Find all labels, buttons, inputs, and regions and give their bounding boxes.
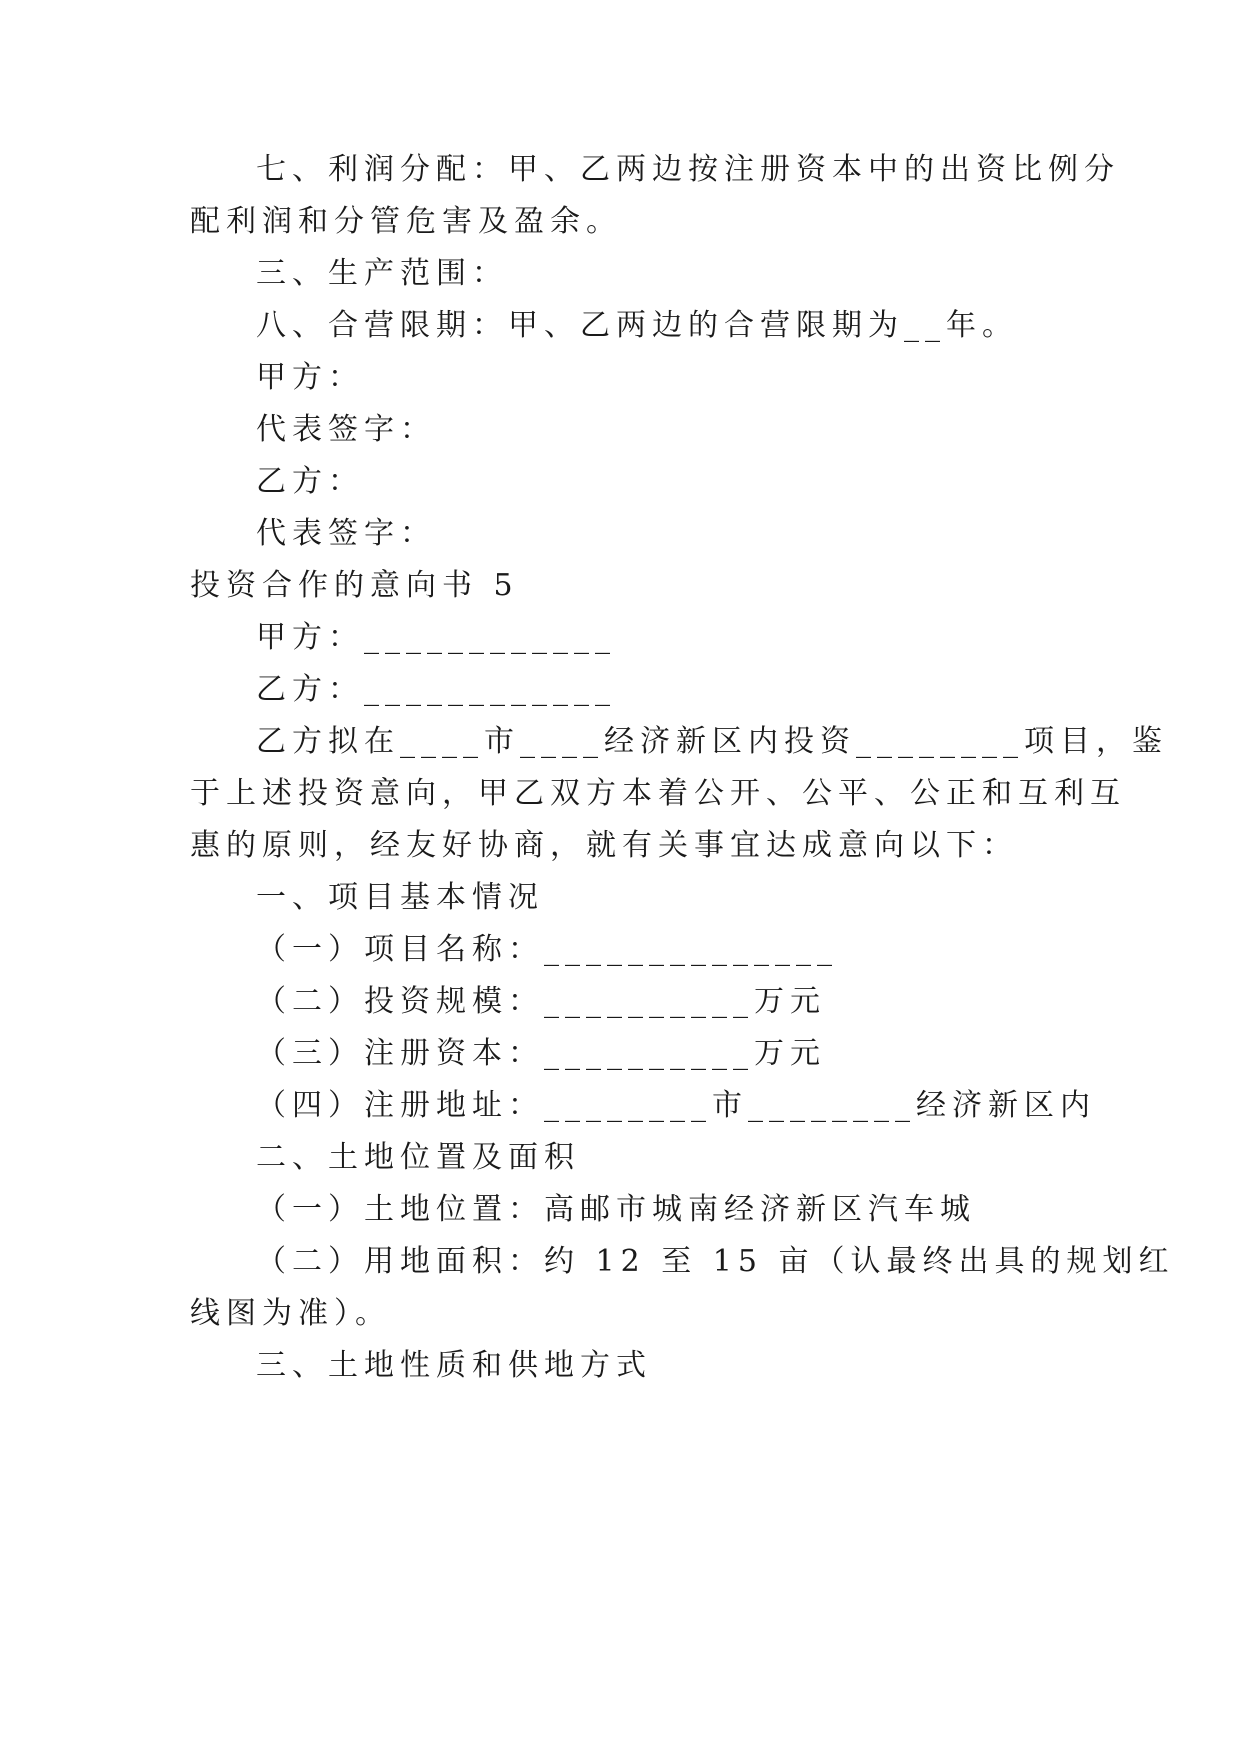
paragraph-line: 配利润和分管危害及盈余。: [190, 204, 622, 239]
paragraph-line: （三）注册资本：__________万元: [256, 1036, 826, 1071]
paragraph-line: （一）土地位置：高邮市城南经济新区汽车城: [256, 1192, 976, 1227]
paragraph-line: 惠的原则，经友好协商，就有关事宜达成意向以下：: [190, 828, 1018, 863]
paragraph-line: 甲方：: [256, 360, 364, 395]
paragraph-line: （四）注册地址：________市________经济新区内: [256, 1088, 1096, 1123]
paragraph-line: 乙方：: [256, 464, 364, 499]
paragraph-line: 乙方拟在____市____经济新区内投资________项目，鉴: [256, 724, 1168, 759]
paragraph-line: 代表签字：: [256, 412, 436, 447]
paragraph-line: 乙方：____________: [256, 672, 616, 707]
paragraph-line: 代表签字：: [256, 516, 436, 551]
paragraph-line: 三、土地性质和供地方式: [256, 1348, 652, 1383]
paragraph-line: 八、合营限期：甲、乙两边的合营限期为__年。: [256, 308, 1018, 343]
paragraph-line: 线图为准）。: [190, 1296, 391, 1331]
paragraph-line: 七、利润分配：甲、乙两边按注册资本中的出资比例分: [256, 152, 1120, 187]
paragraph-line: 甲方：____________: [256, 620, 616, 655]
paragraph-line: （一）项目名称：______________: [256, 932, 838, 967]
paragraph-line: 二、土地位置及面积: [256, 1140, 580, 1175]
paragraph-line: 一、项目基本情况: [256, 880, 544, 915]
paragraph-line: （二）投资规模：__________万元: [256, 984, 826, 1019]
paragraph-line: 于上述投资意向，甲乙双方本着公开、公平、公正和互利互: [190, 776, 1126, 811]
paragraph-line: 三、生产范围：: [256, 256, 508, 291]
paragraph-line: （二）用地面积：约 12 至 15 亩（认最终出具的规划红: [256, 1244, 1175, 1279]
section-heading: 投资合作的意向书 5: [190, 568, 519, 603]
